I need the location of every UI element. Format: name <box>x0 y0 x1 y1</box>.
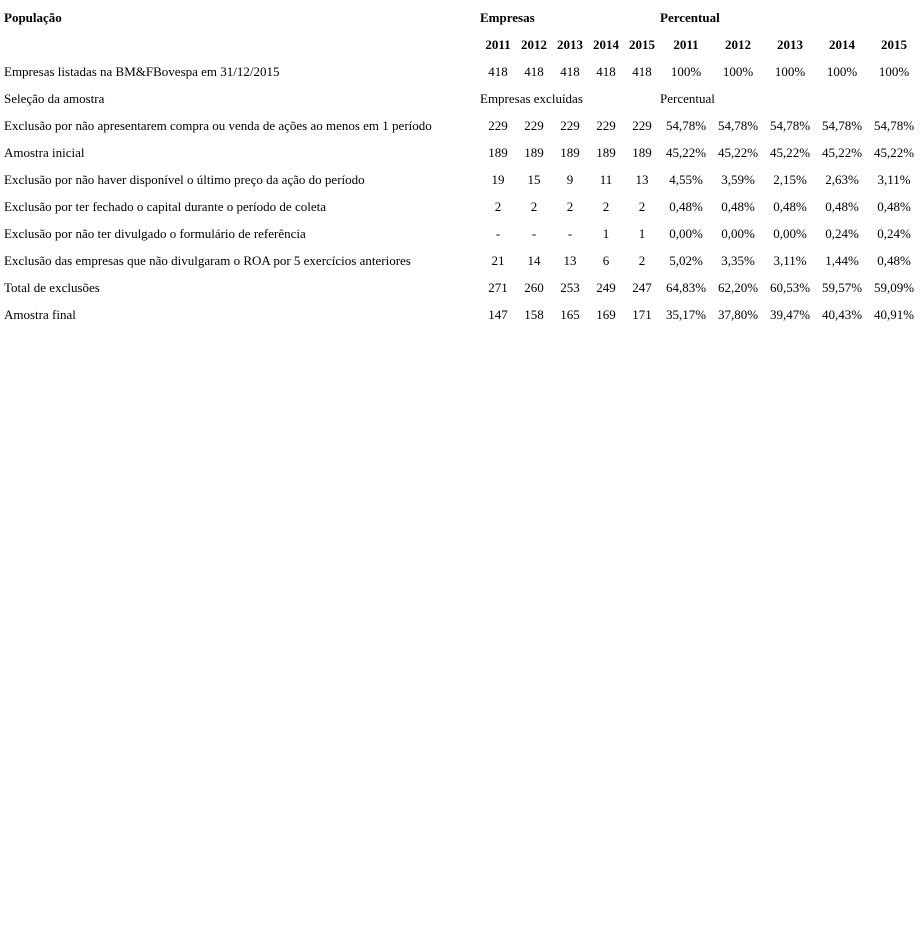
percentual-cell: 0,48% <box>825 198 859 214</box>
table-row <box>4 301 920 328</box>
empresas-cell: 229 <box>560 117 580 133</box>
empresas-cell: 11 <box>599 171 613 187</box>
empresas-cell: - <box>531 225 537 241</box>
empresas-cell: - <box>567 225 573 241</box>
empresas-cell: 158 <box>524 306 544 322</box>
percentual-cell: 100% <box>826 63 858 79</box>
empresas-cell: 2 <box>602 198 610 214</box>
percentual-cell: 100% <box>722 63 754 79</box>
percentual-year-2014: 2014 <box>829 36 855 52</box>
percentual-cell: 3,11% <box>773 252 807 268</box>
empresas-excluidas-label: Empresas excluídas <box>480 90 583 106</box>
row-label: Exclusão por não ter divulgado o formulário de referência <box>4 225 306 241</box>
row-label: Amostra inicial <box>4 144 85 160</box>
percentual-cell: 35,17% <box>665 306 707 322</box>
empresas-cell: 19 <box>491 171 505 187</box>
row-label: Exclusão das empresas que não divulgaram o ROA por 5 exercícios anteriores <box>4 252 411 268</box>
percentual-cell: 54,78% <box>873 117 915 133</box>
empresas-cell: 189 <box>488 144 508 160</box>
table-row <box>4 139 920 166</box>
empresas-cell: 15 <box>527 171 541 187</box>
percentual-cell: 54,78% <box>665 117 707 133</box>
percentual-cell: 0,48% <box>877 252 911 268</box>
percentual-cell: 45,22% <box>665 144 707 160</box>
empresas-cell: 189 <box>560 144 580 160</box>
percentual-cell: 54,78% <box>821 117 863 133</box>
empresas-cell: 2 <box>638 252 646 268</box>
percentual-cell: 0,48% <box>773 198 807 214</box>
percentual-year-2013: 2013 <box>777 36 803 52</box>
empresas-header: Empresas <box>480 9 535 25</box>
percentual-sublabel: Percentual <box>660 90 715 106</box>
table-row <box>4 247 920 274</box>
percentual-cell: 0,48% <box>877 198 911 214</box>
empresas-cell: 247 <box>632 279 652 295</box>
empresas-year-2015: 2015 <box>629 36 655 52</box>
header-row <box>4 4 920 31</box>
empresas-cell: 1 <box>638 225 646 241</box>
empresas-cell: 260 <box>524 279 544 295</box>
percentual-year-2012: 2012 <box>725 36 751 52</box>
percentual-cell: 39,47% <box>769 306 811 322</box>
empresas-cell: 418 <box>488 63 508 79</box>
row-label: Total de exclusões <box>4 279 100 295</box>
percentual-cell: 3,35% <box>721 252 755 268</box>
empresas-cell: 21 <box>491 252 505 268</box>
table-row <box>4 220 920 247</box>
empresas-cell: 165 <box>560 306 580 322</box>
listed-companies-row <box>4 58 920 85</box>
empresas-cell: 229 <box>632 117 652 133</box>
empresas-cell: 418 <box>596 63 616 79</box>
percentual-cell: 1,44% <box>825 252 859 268</box>
percentual-cell: 5,02% <box>669 252 703 268</box>
percentual-cell: 0,00% <box>669 225 703 241</box>
empresas-cell: 2 <box>494 198 502 214</box>
percentual-cell: 0,48% <box>721 198 755 214</box>
percentual-year-2011: 2011 <box>673 36 699 52</box>
percentual-cell: 45,22% <box>873 144 915 160</box>
row-label: Empresas listadas na BM&FBovespa em 31/12/2015 <box>4 63 280 79</box>
empresas-cell: 9 <box>566 171 574 187</box>
empresas-cell: 189 <box>524 144 544 160</box>
empresas-cell: 2 <box>638 198 646 214</box>
percentual-cell: 64,83% <box>665 279 707 295</box>
empresas-cell: 2 <box>566 198 574 214</box>
year-header-spacer <box>4 31 480 58</box>
empresas-year-2014: 2014 <box>593 36 619 52</box>
empresas-cell: 229 <box>524 117 544 133</box>
empresas-cell: 249 <box>596 279 616 295</box>
percentual-cell: 3,59% <box>721 171 755 187</box>
empresas-cell: 14 <box>527 252 541 268</box>
empresas-cell: 189 <box>632 144 652 160</box>
percentual-cell: 100% <box>878 63 910 79</box>
row-label: Exclusão por ter fechado o capital durante o período de coleta <box>4 198 326 214</box>
percentual-cell: 54,78% <box>717 117 759 133</box>
percentual-year-2015: 2015 <box>881 36 907 52</box>
percentual-header: Percentual <box>660 9 720 25</box>
table-row <box>4 274 920 301</box>
selection-subheader-row <box>4 85 920 112</box>
data-rows <box>4 112 920 328</box>
row-label: Exclusão por não apresentarem compra ou venda de ações ao menos em 1 período <box>4 117 432 133</box>
percentual-cell: 3,11% <box>877 171 911 187</box>
percentual-cell: 45,22% <box>821 144 863 160</box>
table-row <box>4 193 920 220</box>
sample-selection-table <box>4 4 920 328</box>
empresas-cell: 271 <box>488 279 508 295</box>
percentual-cell: 45,22% <box>717 144 759 160</box>
empresas-cell: 418 <box>560 63 580 79</box>
percentual-cell: 0,00% <box>773 225 807 241</box>
percentual-cell: 2,63% <box>825 171 859 187</box>
percentual-cell: 100% <box>670 63 702 79</box>
empresas-cell: 2 <box>530 198 538 214</box>
empresas-cell: 1 <box>602 225 610 241</box>
percentual-cell: 45,22% <box>769 144 811 160</box>
empresas-cell: 229 <box>596 117 616 133</box>
empresas-cell: 418 <box>632 63 652 79</box>
percentual-cell: 37,80% <box>717 306 759 322</box>
percentual-cell: 60,53% <box>769 279 811 295</box>
percentual-cell: 0,24% <box>877 225 911 241</box>
percentual-cell: 4,55% <box>669 171 703 187</box>
percentual-cell: 2,15% <box>773 171 807 187</box>
empresas-cell: 6 <box>602 252 610 268</box>
table-row <box>4 166 920 193</box>
empresas-cell: 147 <box>488 306 508 322</box>
percentual-cell: 59,09% <box>873 279 915 295</box>
populacao-header: População <box>4 9 62 25</box>
row-label: Exclusão por não haver disponível o último preço da ação do período <box>4 171 365 187</box>
empresas-cell: 13 <box>635 171 649 187</box>
empresas-year-2013: 2013 <box>557 36 583 52</box>
percentual-cell: 0,00% <box>721 225 755 241</box>
empresas-year-2012: 2012 <box>521 36 547 52</box>
percentual-cell: 40,91% <box>873 306 915 322</box>
percentual-cell: 0,48% <box>669 198 703 214</box>
empresas-year-2011: 2011 <box>485 36 511 52</box>
empresas-cell: 189 <box>596 144 616 160</box>
empresas-cell: 171 <box>632 306 652 322</box>
empresas-cell: 253 <box>560 279 580 295</box>
empresas-cell: - <box>495 225 501 241</box>
year-header-row <box>4 31 920 58</box>
table-row <box>4 112 920 139</box>
percentual-cell: 0,24% <box>825 225 859 241</box>
selection-label: Seleção da amostra <box>4 90 105 106</box>
percentual-cell: 40,43% <box>821 306 863 322</box>
empresas-cell: 169 <box>596 306 616 322</box>
percentual-cell: 54,78% <box>769 117 811 133</box>
empresas-cell: 418 <box>524 63 544 79</box>
percentual-cell: 62,20% <box>717 279 759 295</box>
percentual-cell: 100% <box>774 63 806 79</box>
empresas-cell: 13 <box>563 252 577 268</box>
empresas-cell: 229 <box>488 117 508 133</box>
row-label: Amostra final <box>4 306 76 322</box>
percentual-cell: 59,57% <box>821 279 863 295</box>
